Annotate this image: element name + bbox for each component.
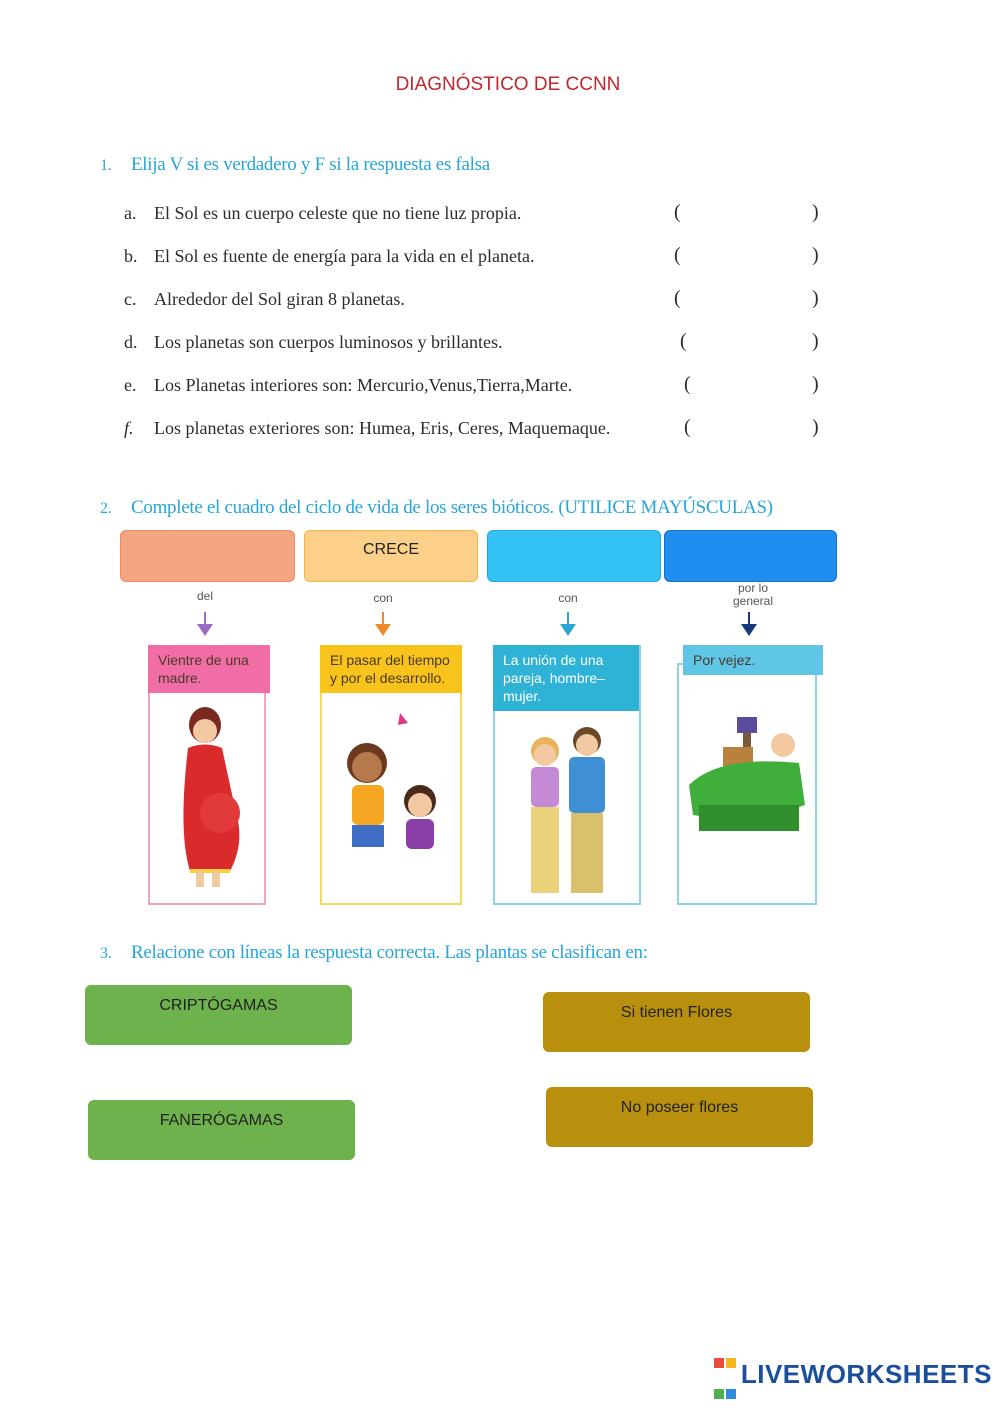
answer-close-paren: )	[812, 244, 819, 266]
answer-open-paren: (	[674, 287, 681, 309]
life-stage-input-4[interactable]	[664, 530, 837, 582]
page-title: DIAGNÓSTICO DE CCNN	[395, 74, 621, 95]
answer-open-paren: (	[684, 416, 691, 438]
statement-b	[124, 246, 535, 267]
answer-field-d[interactable]	[696, 331, 810, 357]
answer-field-f[interactable]	[700, 417, 810, 443]
life-stage-input-2[interactable]: CRECE	[304, 530, 478, 582]
connector-label: con	[558, 591, 578, 605]
answer-open-paren: (	[680, 330, 687, 352]
life-stage-input-3[interactable]	[487, 530, 661, 582]
match-right-with-flowers[interactable]: Si tienen Flores	[543, 992, 810, 1052]
down-arrow-icon	[741, 624, 757, 636]
statement-text: Alrededor del Sol giran 8 planetas.	[154, 289, 405, 309]
down-arrow-icon	[375, 624, 391, 636]
question-2-heading	[100, 497, 773, 519]
answer-close-paren: )	[812, 373, 819, 395]
statement-e	[124, 375, 572, 396]
statement-f	[124, 418, 610, 439]
answer-field-a[interactable]	[690, 202, 810, 228]
answer-close-paren: )	[812, 416, 819, 438]
card-caption: El pasar del tiempo y por el desarrollo.	[320, 645, 462, 693]
statement-letter: b.	[124, 246, 138, 266]
question-text: Elija V si es verdadero y F si la respuesta es falsa	[131, 154, 490, 175]
card-caption: Por vejez.	[683, 645, 823, 675]
statement-text: El Sol es fuente de energía para la vida en el planeta.	[154, 246, 535, 266]
down-arrow-icon	[560, 624, 576, 636]
question-3-heading	[100, 942, 648, 964]
life-cycle-card-reproduction	[493, 645, 641, 905]
couple-illustration	[495, 711, 639, 911]
statement-letter: e.	[124, 375, 137, 395]
answer-open-paren: (	[674, 201, 681, 223]
statement-text: Los planetas son cuerpos luminosos y brillantes.	[154, 332, 503, 352]
answer-field-c[interactable]	[690, 288, 810, 314]
answer-close-paren: )	[812, 330, 819, 352]
connector-label: por lo general	[732, 581, 774, 608]
statement-d	[124, 332, 502, 353]
statement-letter: c.	[124, 289, 137, 309]
question-1-heading	[100, 154, 490, 176]
question-text: Relacione con líneas la respuesta correcta. Las plantas se clasifican en:	[131, 942, 648, 963]
answer-field-e[interactable]	[700, 374, 810, 400]
life-stage-input-1[interactable]	[120, 530, 295, 582]
statement-c	[124, 289, 405, 310]
statement-text: Los Planetas interiores son: Mercurio,Venus,Tierra,Marte.	[154, 375, 573, 395]
life-cycle-card-death	[677, 652, 817, 905]
children-playing-illustration	[322, 693, 460, 893]
question-number: 1.	[100, 157, 112, 174]
match-left-criptogamas[interactable]: CRIPTÓGAMAS	[85, 985, 352, 1045]
pregnant-mother-illustration	[150, 693, 264, 893]
answer-close-paren: )	[812, 201, 819, 223]
answer-field-b[interactable]	[690, 245, 810, 271]
liveworksheets-logo	[713, 1345, 992, 1407]
question-number: 3.	[100, 945, 112, 962]
match-left-fanerogamas[interactable]: FANERÓGAMAS	[88, 1100, 355, 1160]
elderly-in-bed-illustration	[679, 675, 815, 875]
question-number: 2.	[100, 500, 112, 517]
logo-text: LIVEWORKSHEETS	[740, 1358, 992, 1389]
card-caption: Vientre de una madre.	[148, 645, 270, 693]
down-arrow-icon	[197, 624, 213, 636]
question-text: Complete el cuadro del ciclo de vida de los seres bióticos. (UTILICE MAYÚSCULAS)	[131, 497, 773, 518]
answer-close-paren: )	[812, 287, 819, 309]
logo-blocks-icon	[713, 1345, 737, 1407]
statement-text: El Sol es un cuerpo celeste que no tiene luz propia.	[154, 203, 522, 223]
connector-label: con	[373, 591, 393, 605]
statement-text: Los planetas exteriores son: Humea, Eris, Ceres, Maquemaque.	[154, 418, 611, 438]
match-right-without-flowers[interactable]: No poseer flores	[546, 1087, 813, 1147]
statement-letter: d.	[124, 332, 138, 352]
answer-open-paren: (	[684, 373, 691, 395]
connector-label: del	[196, 589, 213, 603]
life-cycle-card-birth	[148, 645, 266, 905]
answer-open-paren: (	[674, 244, 681, 266]
statement-letter: a.	[124, 203, 137, 223]
statement-letter: f.	[124, 418, 134, 438]
card-caption: La unión de una pareja, hombre–mujer.	[493, 645, 639, 711]
life-cycle-card-growth	[320, 645, 462, 905]
statement-a	[124, 203, 521, 224]
